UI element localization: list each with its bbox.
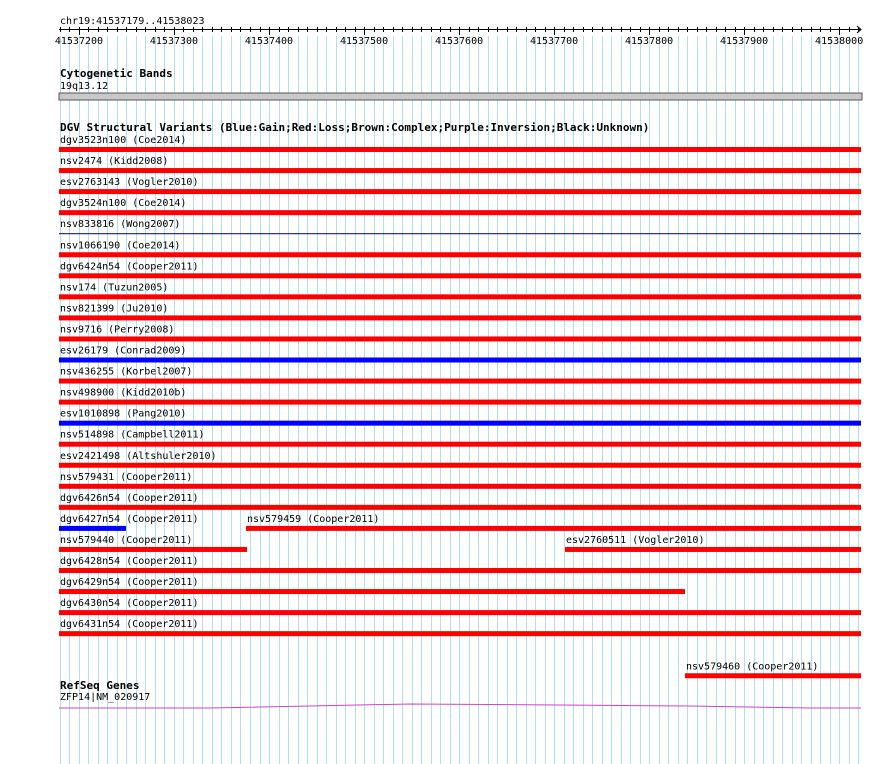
dgv-variant[interactable] [246,514,861,531]
dgv-variant-bar[interactable] [246,526,861,531]
dgv-variant-label: dgv6424n54 (Cooper2011) [60,261,199,273]
dgv-variant-label: esv2421498 (Altshuler2010) [60,450,217,462]
dgv-variant-label: nsv1066190 (Coe2014) [60,240,181,252]
dgv-variant-label: esv26179 (Conrad2009) [60,345,187,357]
dgv-variant-label: nsv579440 (Cooper2011) [60,534,193,546]
dgv-variant-bar[interactable] [59,336,861,341]
ruler-tick-label: 41537500 [339,36,389,47]
dgv-variant-label: nsv833816 (Wong2007) [60,219,181,231]
dgv-variant-bar[interactable] [59,526,126,531]
ruler-tick-label: 41537300 [149,36,199,47]
dgv-variant-bar[interactable] [59,505,861,510]
dgv-track-title: DGV Structural Variants (Blue:Gain;Red:Loss;Brown:Complex;Purple:Inversion;Black:Unknown) [60,121,650,134]
dgv-variant-bar[interactable] [59,589,685,594]
cytoband-label: 19q13.12 [60,81,109,92]
ruler-tick-label: 41537700 [529,36,579,47]
dgv-variant-label: nsv9716 (Perry2008) [60,324,175,336]
refseq-track-title: RefSeq Genes [60,679,140,692]
cytogenetic-bands-track [59,67,862,100]
dgv-variant-bar[interactable] [59,484,861,489]
dgv-variant-bar[interactable] [59,400,861,405]
dgv-variant-bar[interactable] [59,421,861,426]
dgv-variant-label: nsv498900 (Kidd2010b) [60,387,187,399]
ruler-tick-label: 41537600 [434,36,484,47]
dgv-variant-bar[interactable] [59,273,861,278]
dgv-variant[interactable] [565,535,861,552]
dgv-variant-bar[interactable] [59,610,861,615]
dgv-variant-label: nsv2474 (Kidd2008) [60,156,169,168]
dgv-variant-bar[interactable] [59,379,861,384]
dgv-variant-bar[interactable] [565,547,861,552]
dgv-variant-label: nsv514898 (Campbell2011) [60,429,205,441]
dgv-variant-label: esv2760511 (Vogler2010) [566,534,705,546]
dgv-variant-label: dgv3523n100 (Coe2014) [60,135,187,146]
ruler-tick-label: 41538000 [815,36,864,47]
dgv-variant-bar[interactable] [59,315,861,320]
dgv-variant-bar[interactable] [59,358,861,363]
dgv-variant-label: dgv6429n54 (Cooper2011) [60,577,199,589]
ruler-tick-label: 41537900 [720,36,769,47]
dgv-variant-bar[interactable] [59,233,861,234]
dgv-variant-label: esv2763143 (Vogler2010) [60,177,199,189]
dgv-variant-label: dgv6431n54 (Cooper2011) [60,619,199,631]
dgv-variant-label: dgv6426n54 (Cooper2011) [60,492,199,504]
dgv-variant[interactable] [59,535,247,552]
ruler-track [55,16,863,47]
dgv-variant-bar[interactable] [59,568,861,573]
dgv-variant-bar[interactable] [59,463,861,468]
cytoband-bar[interactable] [59,93,862,100]
dgv-variant-label: nsv821399 (Ju2010) [60,303,169,315]
dgv-variant-bar[interactable] [59,189,861,194]
ruler-tick-label: 41537200 [54,36,104,47]
dgv-variant-bar[interactable] [59,547,247,552]
dgv-variant-label: nsv436255 (Korbel2007) [60,366,193,378]
dgv-variant-label: nsv174 (Tuzun2005) [60,282,169,294]
dgv-variant-bar[interactable] [59,147,861,152]
ruler-tick-label: 41537400 [244,36,294,47]
dgv-variant-label: esv1010898 (Pang2010) [60,408,187,420]
ruler-region-label: chr19:41537179..41538023 [60,16,205,27]
ruler-tick-label: 41537800 [625,36,674,47]
dgv-variant-label: nsv579459 (Cooper2011) [247,513,380,525]
dgv-variant-label: nsv579431 (Cooper2011) [60,471,193,483]
dgv-variant-label: dgv6427n54 (Cooper2011) [60,513,199,525]
dgv-variant-label: nsv579460 (Cooper2011) [686,661,819,673]
dgv-variant-bar[interactable] [59,210,861,215]
dgv-variant-label: dgv6430n54 (Cooper2011) [60,598,199,610]
dgv-variant[interactable] [59,514,198,531]
dgv-variant-label: dgv3524n100 (Coe2014) [60,198,187,210]
dgv-variant-label: dgv6428n54 (Cooper2011) [60,556,199,567]
dgv-variant-bar[interactable] [59,631,861,636]
dgv-variant-bar[interactable] [59,294,861,299]
dgv-variant-bar[interactable] [59,168,861,173]
dgv-variant[interactable] [59,577,685,594]
cytoband-track-title: Cytogenetic Bands [60,67,173,80]
dgv-variant-bar[interactable] [685,673,861,678]
refseq-gene-label: ZFP14|NM_020917 [60,692,151,703]
ruler-axis [55,26,863,47]
dgv-variant-bar[interactable] [59,442,861,447]
dgv-variant[interactable] [685,661,861,678]
dgv-variant-bar[interactable] [59,252,861,257]
